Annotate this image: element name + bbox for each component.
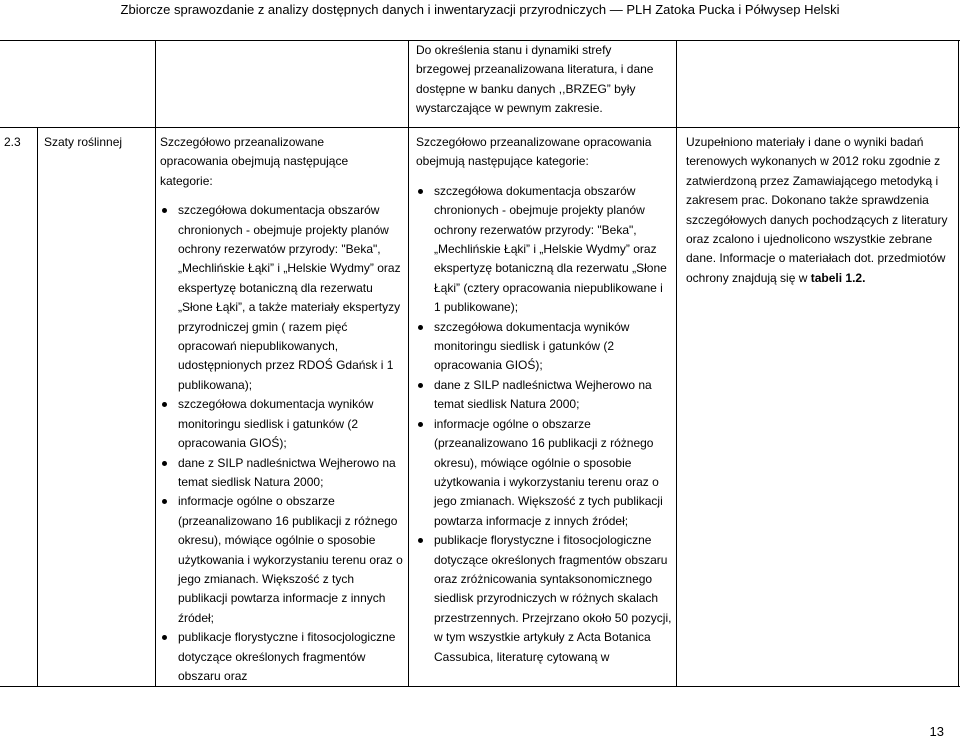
list-item: szczegółowa dokumentacja obszarów chronionych - obejmuje projekty planów ochrony rezerwatów przyrody: "Beka", „Mechlińskie Łąki” i „Helskie Wydmy” oraz ekspertyzę botaniczną dla rezerwatu „Słone Łąki” (cztery opracowania niepublikowane i 1 publikowane); <box>416 182 672 318</box>
list-item: publikacje florystyczne i fitosocjologiczne dotyczące określonych fragmentów obszaru oraz zróżnicowania syntaksonomicznego siedlisk przyrodniczych w różnych skalach przestrzennych. Przejrzano około 50 pozycji, w tym wszystkie artykuły z Acta Botanica Cassubica, literaturę cytowaną w <box>416 531 672 667</box>
table-reference: tabeli 1.2. <box>810 270 866 285</box>
col4-text <box>686 133 954 288</box>
col2-content <box>160 133 404 686</box>
col-divider-3 <box>408 40 409 686</box>
list-item: szczegółowa dokumentacja wyników monitoringu siedlisk i gatunków (2 opracowania GIOŚ); <box>416 318 672 376</box>
col4-body: Uzupełniono materiały i dane o wyniki badań terenowych wykonanych w 2012 roku zgodnie z zatwierdzoną przez Zamawiającego metodyką i zakresem prac. Dokonano także sprawdzenia szczegółowych danych pochodzących z literatury oraz zcalono i ujednolicono wszystkie zebrane dane. Informacje o materiałach dot. przedmiotów ochrony znajdują się w <box>686 135 948 285</box>
row-divider <box>0 127 960 128</box>
col4-content <box>686 133 954 288</box>
col-divider-4 <box>676 40 677 686</box>
list-item: publikacje florystyczne i fitosocjologiczne dotyczące określonych fragmentów obszaru oraz <box>160 628 404 686</box>
list-item: dane z SILP nadleśnictwa Wejherowo na temat siedlisk Natura 2000; <box>416 376 672 415</box>
row-number: 2.3 <box>4 135 21 149</box>
document-title: Zbiorcze sprawozdanie z analizy dostępnych danych i inwentaryzacji przyrodniczych — PLH Zatoka Pucka i Półwysep Helski <box>120 2 840 17</box>
row-label: Szaty roślinnej <box>44 135 123 149</box>
list-item: szczegółowa dokumentacja obszarów chronionych - obejmuje projekty planów ochrony rezerwatów przyrody: "Beka", „Mechlińskie Łąki” i „Helskie Wydmy” oraz ekspertyzę botaniczną dla rezerwatu „Słone Łąki”, a także materiały ekspertyzy przyrodniczej gmin ( razem pięć opracowań niepublikowanych, udostępnionych przez RDOŚ Gdańsk i 1 publikowana); <box>160 201 404 395</box>
page-number: 13 <box>929 724 944 739</box>
list-item: informacje ogólne o obszarze (przeanalizowano 16 publikacji z różnego okresu), mówiące ogólnie o sposobie użytkowania i wykorzystaniu terenu oraz o jego zmianach. Większość z tych publikacji powtarza informacje z innych źródeł; <box>416 415 672 531</box>
top-row-text: Do określenia stanu i dynamiki strefy brzegowej przeanalizowana literatura, i dane dostępne w banku danych ,,BRZEG” były wystarczające w pewnym zakresie. <box>416 43 654 116</box>
col2-intro: Szczegółowo przeanalizowane opracowania obejmują następujące kategorie: <box>160 135 349 188</box>
col3-list <box>416 182 672 667</box>
list-item: dane z SILP nadleśnictwa Wejherowo na temat siedlisk Natura 2000; <box>160 454 404 493</box>
list-item: szczegółowa dokumentacja wyników monitoringu siedlisk i gatunków (2 opracowania GIOŚ); <box>160 395 404 453</box>
col2-list <box>160 201 404 686</box>
col3-intro: Szczegółowo przeanalizowane opracowania obejmują następujące kategorie: <box>416 135 652 169</box>
table-border-right <box>958 40 959 686</box>
top-row-col3 <box>416 41 666 119</box>
table-border-bottom <box>0 686 960 687</box>
col3-content <box>416 133 672 667</box>
list-item: informacje ogólne o obszarze (przeanalizowano 16 publikacji z różnego okresu), mówiące ogólnie o sposobie użytkowania i wykorzystaniu terenu oraz o jego zmianach. Większość z tych publikacji powtarza informacje z innych źródeł; <box>160 492 404 628</box>
col-divider-1 <box>37 127 38 686</box>
col-divider-2 <box>155 40 156 686</box>
